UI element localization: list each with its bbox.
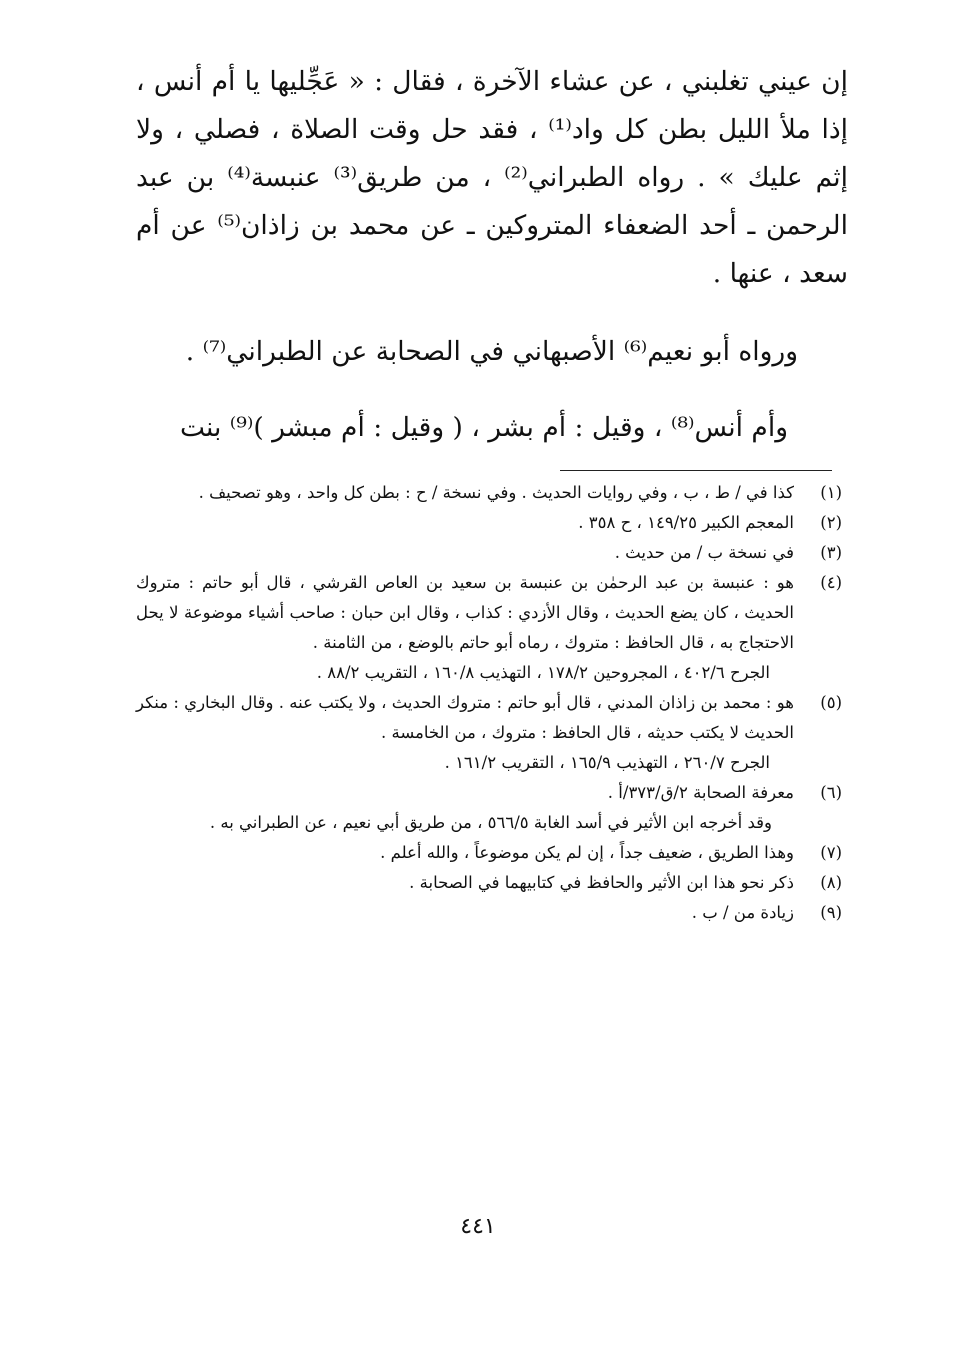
footnote-references: الجرح ٤٠٢/٦ ، المجروحين ١٧٨/٢ ، التهذيب ١٦٠/٨ ، التقريب ٨٨/٢ . — [316, 663, 770, 682]
footnote-number: (٥) — [820, 693, 842, 712]
footnote-text: هو : عنبسة بن عبد الرحمٰن بن عنبسة بن سعيد بن العاص القرشي ، قال أبو حاتم : متروك الحديث ، كان يضع الحديث ، وقال الأزدي : كذاب ، وقال ابن حبان : صاحب أشياء موضوعة لا يحل الاحتجاج به ، قال الحافظ : متروك ، رماه أبو حاتم بالوضع ، من الثامنة . — [136, 573, 794, 652]
footnote-number: (٢) — [820, 513, 842, 532]
footnote-text: وقد أخرجه ابن الأثير في أسد الغابة ٥٦٦/٥ ، من طريق أبي نعيم ، عن الطبراني به . — [209, 813, 772, 832]
main-paragraph: ورواه أبو نعيم⁽⁶⁾ الأصبهاني في الصحابة عن الطبراني⁽⁷⁾ . — [185, 336, 798, 367]
footnote-1 — [136, 478, 842, 508]
footnotes — [136, 478, 842, 928]
footnote-text: هو : محمد بن زاذان المدني ، قال أبو حاتم : متروك الحديث ، ولا يكتب عنه . وقال البخاري : منكر الحديث لا يكتب حديثه ، قال الحافظ : متروك ، من الخامسة . — [136, 693, 794, 742]
main-text — [136, 58, 848, 452]
main-paragraph: وأم أنس⁽⁸⁾ ، وقيل : أم بشر ، ( وقيل : أم مبشر )⁽⁹⁾ بنت — [179, 412, 788, 443]
footnote-6 — [136, 778, 842, 838]
footnote-number: (٩) — [820, 903, 842, 922]
footnote-text: ذكر نحو هذا ابن الأثير والحافظ في كتابيهما في الصحابة . — [409, 873, 794, 892]
footnote-8 — [136, 868, 842, 898]
footnote-9 — [136, 898, 842, 928]
footnote-text: كذا في / ط ، ب ، وفي روايات الحديث . وفي نسخة / ح : بطن كل واحد ، وهو تصحيف . — [198, 483, 794, 502]
footnote-7 — [136, 838, 842, 868]
footnote-text: المعجم الكبير ١٤٩/٢٥ ، ح ٣٥٨ . — [578, 513, 794, 532]
main-paragraph: إن عيني تغلبني ، عن عشاء الآخرة ، فقال : « عَجِّليها يا أم أنس ، إذا ملأ الليل بطن كل واد⁽¹⁾ ، فقد حل وقت الصلاة ، فصلي ، ولا إثم عليك » . رواه الطبراني⁽²⁾ ، من طريق⁽³⁾ عنبسة⁽⁴⁾ بن عبد الرحمن ـ أحد الضعفاء المتروكين ـ عن محمد بن زاذان⁽⁵⁾ عن أم سعد ، عنها . — [136, 66, 848, 289]
footnote-references: الجرح ٢٦٠/٧ ، التهذيب ١٦٥/٩ ، التقريب ١٦١/٢ . — [444, 753, 770, 772]
footnote-number: (٤) — [820, 573, 842, 592]
footnote-text: وهذا الطريق ، ضعيف جداً ، إن لم يكن موضوعاً ، والله أعلم . — [380, 843, 794, 862]
footnote-text: زيادة من / ب . — [691, 903, 794, 922]
footnote-3 — [136, 538, 842, 568]
footnote-number: (١) — [820, 483, 842, 502]
footnote-5 — [136, 688, 842, 778]
footnote-4 — [136, 568, 842, 688]
footnote-text: في نسخة ب / من حديث . — [614, 543, 794, 562]
page-number: ٤٤١ — [460, 1214, 496, 1239]
footnote-number: (٧) — [820, 843, 842, 862]
footnote-number: (٨) — [820, 873, 842, 892]
footnote-divider — [560, 470, 832, 471]
footnote-2 — [136, 508, 842, 538]
footnote-number: (٣) — [820, 543, 842, 562]
footnote-number: (٦) — [820, 783, 842, 802]
footnote-text: معرفة الصحابة ٢/ق/٣٧٣/أ . — [607, 783, 794, 802]
